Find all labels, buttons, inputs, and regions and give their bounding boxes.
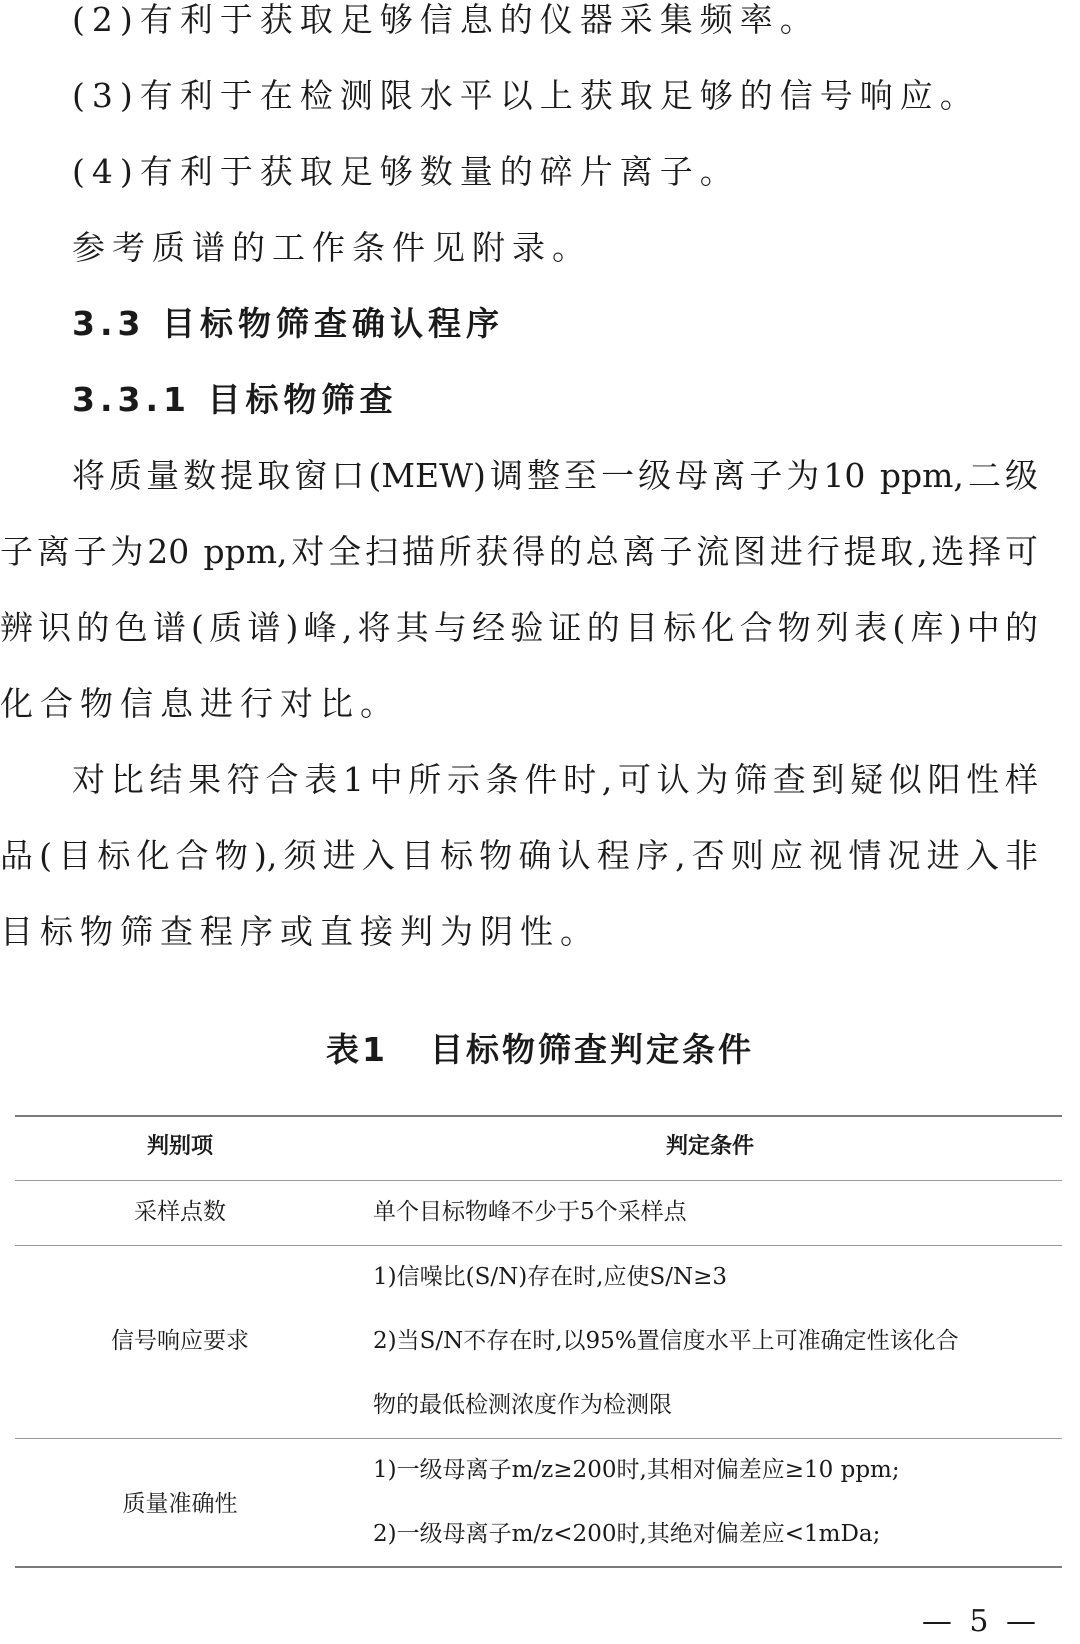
table-caption: 目标物筛查判定条件	[429, 1030, 754, 1069]
table-header-rule	[15, 1180, 1062, 1181]
paragraph-1-line-2: 子离子为20 ppm,对全扫描所获得的总离子流图进行提取,选择可	[0, 532, 1038, 571]
list-item-2: (2)有利于获取足够信息的仪器采集频率。	[72, 0, 820, 39]
table-row-1-item: 采样点数	[134, 1199, 226, 1225]
table-row-rule	[15, 1245, 1062, 1246]
table-row-3-condition-2: 2)一级母离子m/z<200时,其绝对偏差应<1mDa;	[373, 1521, 881, 1547]
paragraph-2-line-1: 对比结果符合表1中所示条件时,可认为筛查到疑似阳性样	[72, 760, 1038, 799]
table-row-2-condition-1: 1)信噪比(S/N)存在时,应使S/N≥3	[373, 1264, 728, 1290]
table-row-3-condition-1: 1)一级母离子m/z≥200时,其相对偏差应≥10 ppm;	[373, 1457, 900, 1483]
paragraph-2-line-2: 品(目标化合物),须进入目标物确认程序,否则应视情况进入非	[0, 836, 1038, 875]
paragraph-2-line-3: 目标物筛查程序或直接判为阴性。	[0, 912, 600, 951]
table-row-2-condition-2: 2)当S/N不存在时,以95%置信度水平上可准确定性该化合	[373, 1328, 959, 1354]
list-item-4: (4)有利于获取足够数量的碎片离子。	[72, 152, 740, 191]
table-number: 表1	[326, 1030, 388, 1069]
table-row-3-item: 质量准确性	[122, 1491, 238, 1517]
table-top-rule	[15, 1115, 1062, 1117]
table-header-item: 判别项	[146, 1134, 213, 1159]
table-header-condition: 判定条件	[665, 1134, 754, 1159]
paragraph-1-line-3: 辨识的色谱(质谱)峰,将其与经验证的目标化合物列表(库)中的	[0, 608, 1038, 647]
table-row-2-condition-3: 物的最低检测浓度作为检测限	[373, 1392, 672, 1418]
paragraph-1-line-4: 化合物信息进行对比。	[0, 684, 400, 723]
paragraph-1-line-1: 将质量数提取窗口(MEW)调整至一级母离子为10 ppm,二级	[72, 456, 1038, 495]
list-item-3: (3)有利于在检测限水平以上获取足够的信号响应。	[72, 76, 980, 115]
table-row-1-condition-1: 单个目标物峰不少于5个采样点	[373, 1199, 687, 1225]
table-bottom-rule	[15, 1566, 1062, 1568]
section-heading-3-3: 3.3 目标物筛查确认程序	[72, 304, 504, 343]
page-number: — 5 —	[921, 1604, 1040, 1639]
table-row-rule	[15, 1438, 1062, 1439]
appendix-reference: 参考质谱的工作条件见附录。	[72, 228, 592, 267]
table-title	[0, 1030, 1080, 1070]
section-heading-3-3-1: 3.3.1 目标物筛查	[72, 380, 398, 419]
table-row-2-item: 信号响应要求	[111, 1328, 249, 1354]
